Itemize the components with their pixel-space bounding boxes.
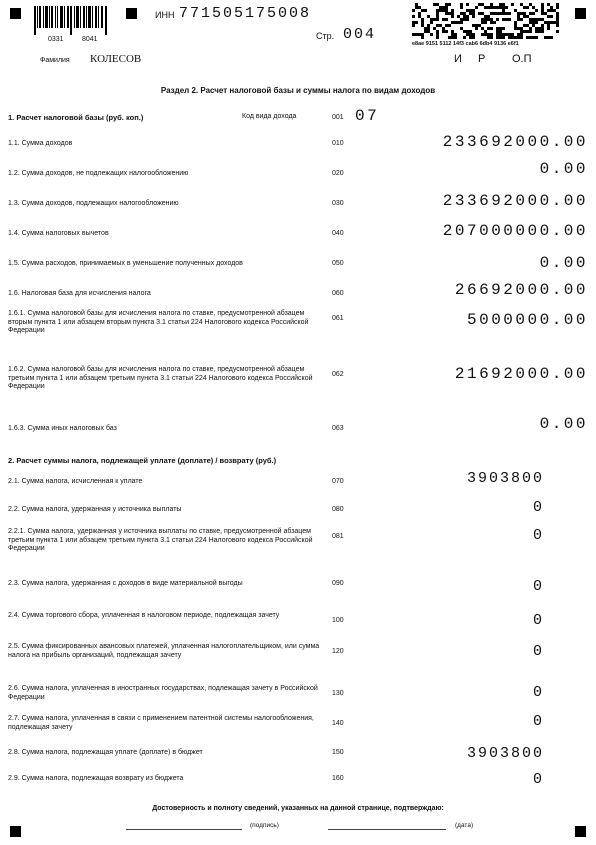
row-code: 100 bbox=[332, 617, 344, 624]
initial-3: О.П bbox=[512, 53, 532, 65]
row-code: 140 bbox=[332, 720, 344, 727]
signature-label: (подпись) bbox=[250, 822, 279, 829]
corner-marker-top-left bbox=[10, 8, 21, 19]
row-value: 0 bbox=[532, 612, 544, 629]
corner-marker-top-right bbox=[575, 8, 586, 19]
part2-heading: 2. Расчет суммы налога, подлежащей уплате (доплате) / возврату (руб.) bbox=[8, 456, 277, 465]
row-code: 040 bbox=[332, 230, 344, 237]
barcode-number-1: 0331 bbox=[48, 36, 64, 43]
row-value: 0 bbox=[532, 771, 544, 788]
row-code: 030 bbox=[332, 200, 344, 207]
row-value: 5000000.00 bbox=[466, 311, 588, 329]
row-value: 0 bbox=[532, 578, 544, 595]
row-label: 1.2. Сумма доходов, не подлежащих налогообложению bbox=[8, 170, 189, 177]
linear-barcode bbox=[34, 6, 108, 35]
row-value: 0.00 bbox=[539, 160, 588, 178]
row-code: 060 bbox=[332, 290, 344, 297]
barcode-number-2: 8041 bbox=[82, 36, 98, 43]
row-label: 1.6.2. Сумма налоговой базы для исчисления налога по ставке, предусмотренной абзацем третьим пункта 1 или абзацем третьим пункта 3.1 статьи 224 Налогового кодекса Российской Федерации bbox=[8, 366, 313, 390]
row-label: 2.2.1. Сумма налога, удержанная у источника выплаты по ставке, предусмотренной абзацем третьим пункта 1 или абзацем третьим пункта 3.1 статьи 224 Налогового кодекса Российской Федерации bbox=[8, 528, 313, 552]
row-value: 0 bbox=[532, 643, 544, 660]
row-value: 233692000.00 bbox=[442, 133, 588, 151]
row-value: 0.00 bbox=[539, 415, 588, 433]
date-line bbox=[328, 828, 446, 830]
row-label: 2.9. Сумма налога, подлежащая возврату из бюджета bbox=[8, 775, 184, 782]
row-code: 160 bbox=[332, 775, 344, 782]
row-code: 120 bbox=[332, 648, 344, 655]
inn-label: ИНН bbox=[155, 10, 175, 20]
row-code: 010 bbox=[332, 140, 344, 147]
row-value: 207000000.00 bbox=[442, 222, 588, 240]
row-value: 0 bbox=[532, 713, 544, 730]
row-value: 3903800 bbox=[466, 745, 544, 762]
row-label: 2.1. Сумма налога, исчисленная к уплате bbox=[8, 478, 143, 485]
signature-line bbox=[126, 828, 242, 830]
row-label: 1.4. Сумма налоговых вычетов bbox=[8, 230, 109, 237]
surname-value: КОЛЕСОВ bbox=[90, 53, 142, 65]
row-value: 0 bbox=[532, 499, 544, 516]
confirm-text: Достоверность и полноту сведений, указанных на данной странице, подтверждаю: bbox=[152, 805, 444, 812]
inn-value: 771505175008 bbox=[179, 5, 312, 22]
row-label: 1.1. Сумма доходов bbox=[8, 140, 73, 147]
row-label: 2.6. Сумма налога, уплаченная в иностранных государствах, подлежащая зачету в Российской Федерации bbox=[8, 685, 318, 701]
corner-marker-bottom-right bbox=[575, 826, 586, 837]
row-value: 0.00 bbox=[539, 254, 588, 272]
row-label: 2.3. Сумма налога, удержанная с доходов в виде материальной выгоды bbox=[8, 580, 243, 587]
row-label: 1.6.3. Сумма иных налоговых баз bbox=[8, 425, 117, 432]
income-type-code: 001 bbox=[332, 114, 344, 121]
row-code: 090 bbox=[332, 580, 344, 587]
qr-code bbox=[412, 3, 560, 39]
row-value: 26692000.00 bbox=[454, 281, 588, 299]
section-title: Раздел 2. Расчет налоговой базы и суммы налога по видам доходов bbox=[160, 86, 436, 95]
row-code: 150 bbox=[332, 749, 344, 756]
row-code: 081 bbox=[332, 533, 344, 540]
row-label: 2.2. Сумма налога, удержанная у источника выплаты bbox=[8, 506, 182, 513]
corner-marker-top-mid bbox=[126, 8, 137, 19]
initial-1: И bbox=[454, 53, 462, 65]
initial-2: Р bbox=[478, 53, 486, 65]
surname-label: Фамилия bbox=[40, 57, 70, 64]
page-label: Стр. bbox=[316, 31, 335, 41]
row-value: 0 bbox=[532, 684, 544, 701]
row-label: 1.6. Налоговая база для исчисления налога bbox=[8, 290, 151, 297]
row-label: 1.3. Сумма доходов, подлежащих налогообложению bbox=[8, 200, 179, 207]
income-type-value: 07 bbox=[355, 107, 380, 125]
row-label: 2.4. Сумма торгового сбора, уплаченная в налоговом периоде, подлежащая зачету bbox=[8, 612, 280, 619]
row-value: 0 bbox=[532, 527, 544, 544]
row-code: 061 bbox=[332, 315, 344, 322]
row-label: 2.5. Сумма фиксированных авансовых платежей, уплаченная налогоплательщиком, или сумма налога на прибыль организаций, подлежащая зачету bbox=[8, 643, 320, 659]
corner-marker-bottom-left bbox=[10, 826, 21, 837]
row-value: 3903800 bbox=[466, 470, 544, 487]
row-value: 21692000.00 bbox=[454, 365, 588, 383]
row-value: 233692000.00 bbox=[442, 192, 588, 210]
row-code: 050 bbox=[332, 260, 344, 267]
row-code: 063 bbox=[332, 425, 344, 432]
row-label: 1.5. Сумма расходов, принимаемых в уменьшение полученных доходов bbox=[8, 260, 243, 267]
row-label: 2.7. Сумма налога, уплаченная в связи с применением патентной системы налогообложения, подлежащая зачету bbox=[8, 715, 314, 731]
qr-text: e8ae 9151 5112 14f3 cab6 6db4 9136 e6f1 bbox=[412, 41, 519, 47]
row-code: 080 bbox=[332, 506, 344, 513]
income-type-label: Код вида дохода bbox=[242, 113, 297, 120]
row-code: 020 bbox=[332, 170, 344, 177]
page-value: 004 bbox=[343, 26, 377, 43]
row-code: 062 bbox=[332, 371, 344, 378]
row-label: 1.6.1. Сумма налоговой базы для исчисления налога по ставке, предусмотренной абзацем вторым пункта 1 или абзацем вторым пункта 3.1 статьи 224 Налогового кодекса Российской Федерации bbox=[8, 310, 309, 334]
part1-heading: 1. Расчет налоговой базы (руб. коп.) bbox=[8, 113, 144, 122]
row-code: 070 bbox=[332, 478, 344, 485]
date-label: (дата) bbox=[455, 822, 474, 829]
row-code: 130 bbox=[332, 690, 344, 697]
row-label: 2.8. Сумма налога, подлежащая уплате (доплате) в бюджет bbox=[8, 749, 203, 756]
